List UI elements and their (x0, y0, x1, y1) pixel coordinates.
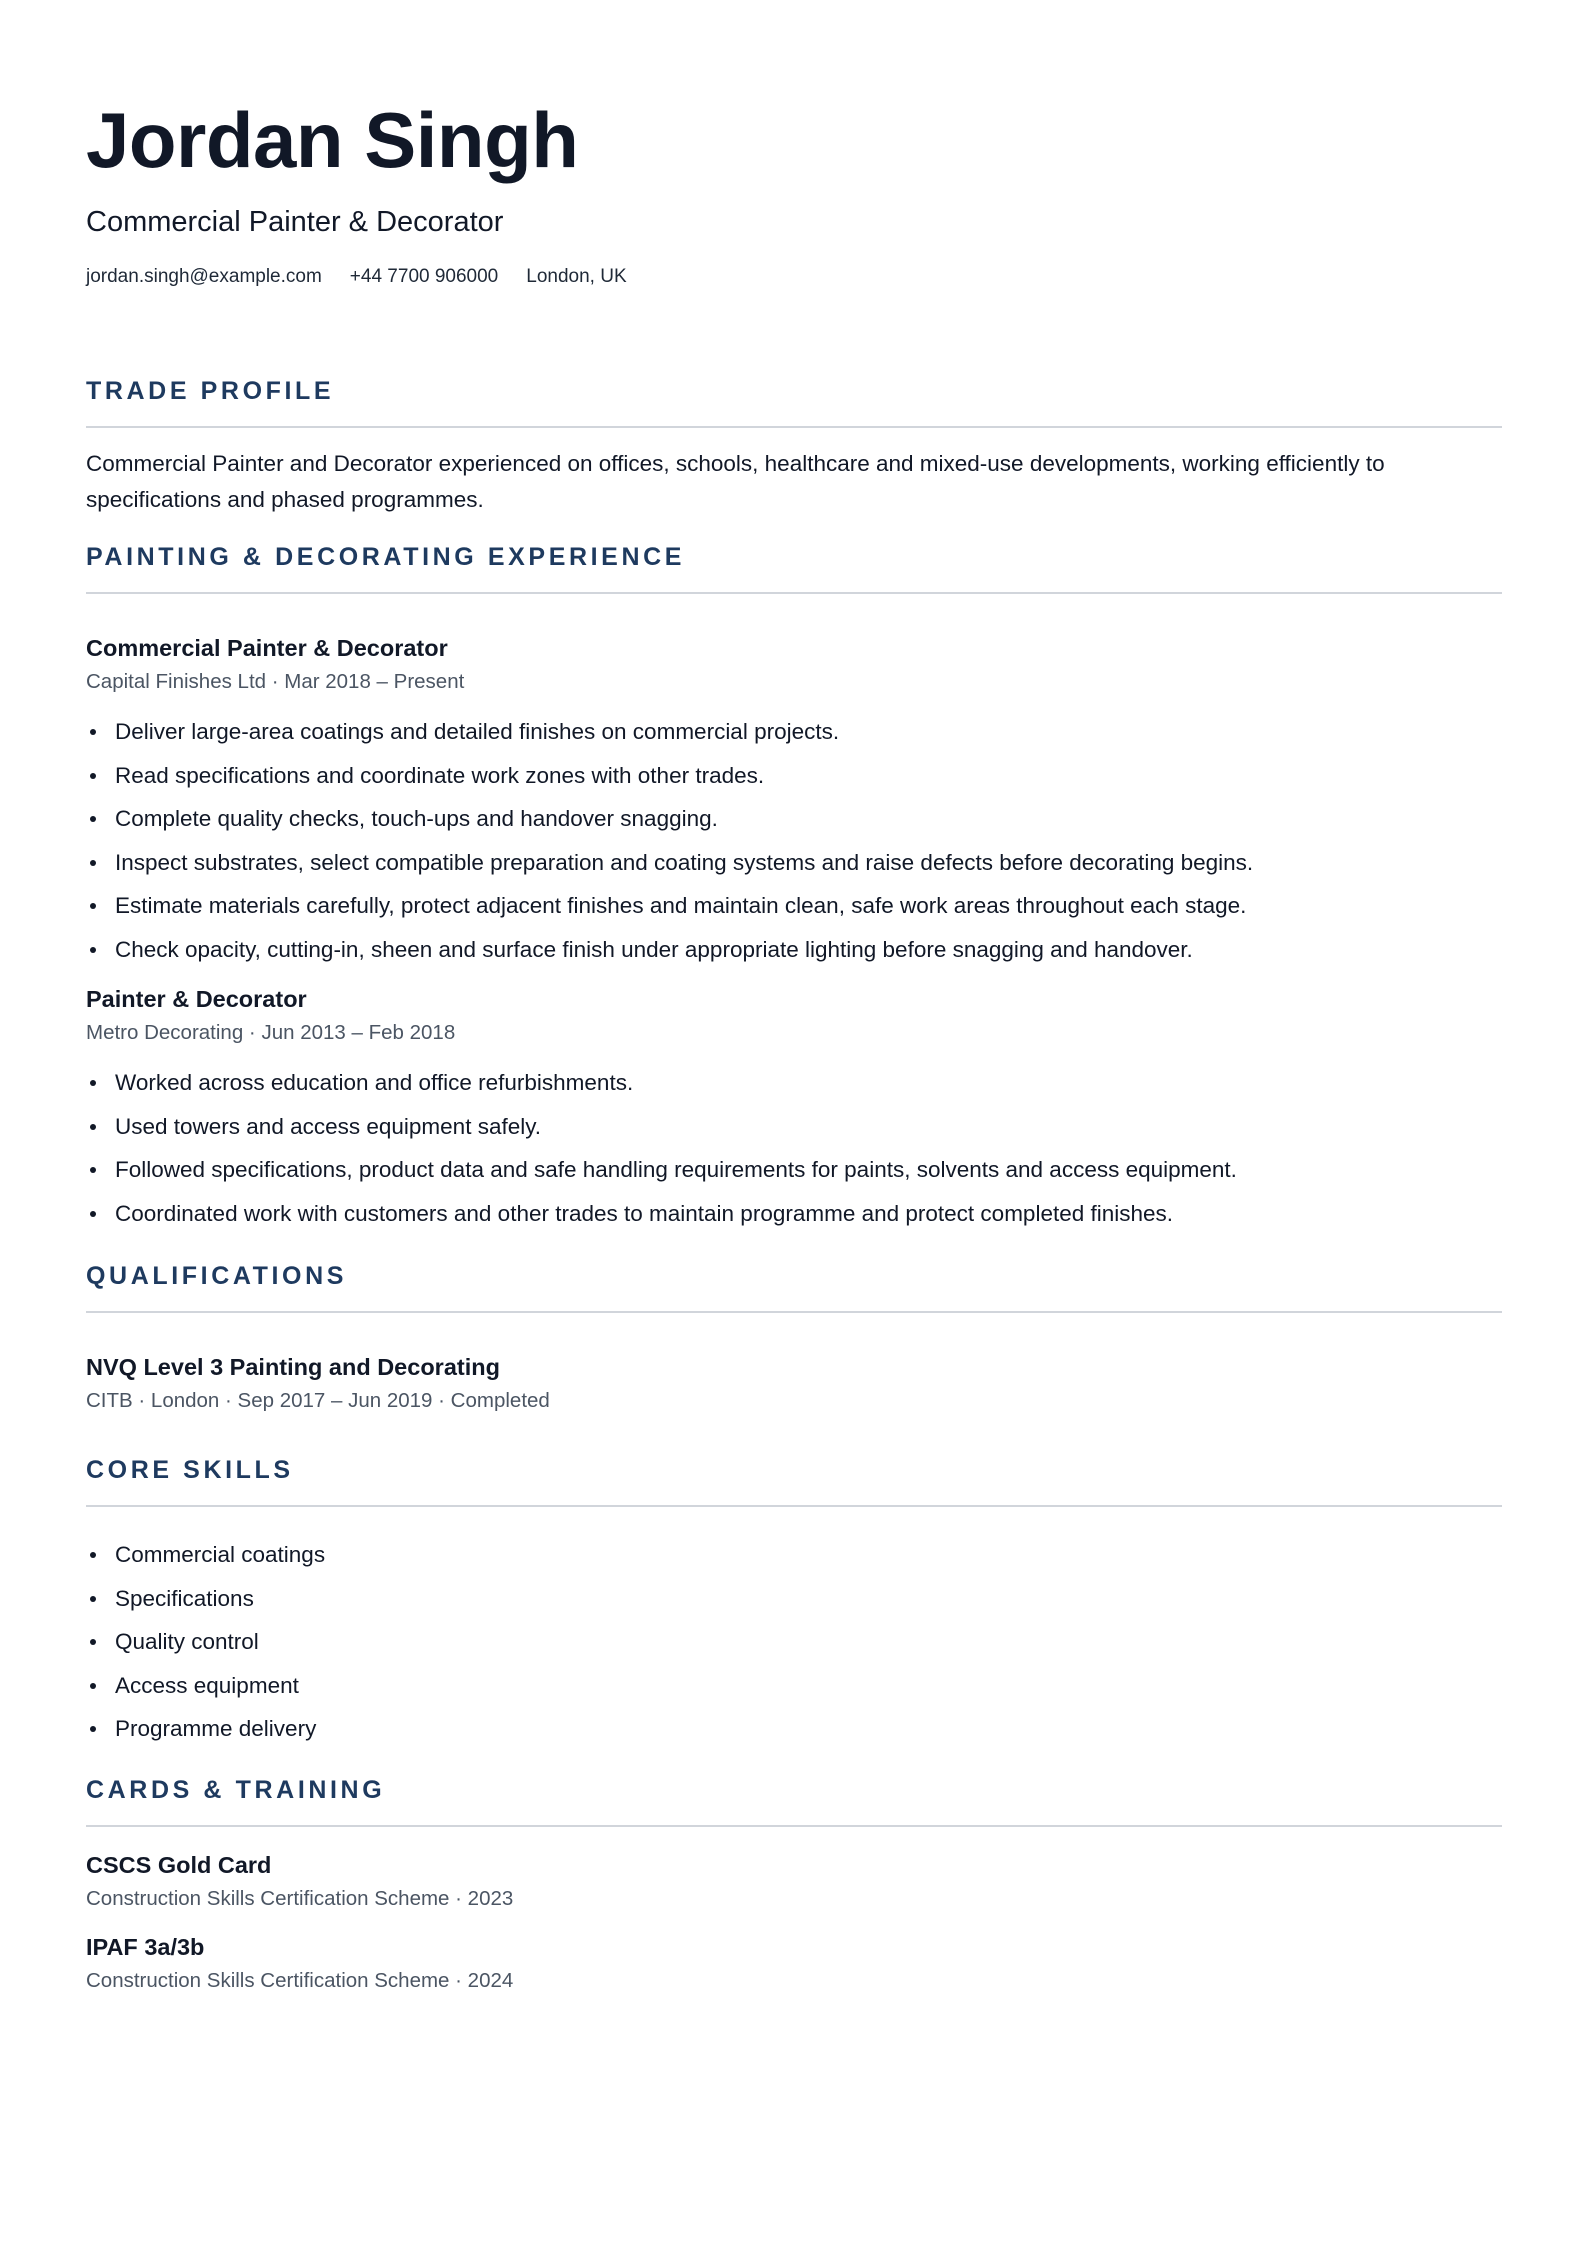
section-heading: QUALIFICATIONS (86, 1262, 348, 1290)
card-title: IPAF 3a/3b (86, 1933, 205, 1960)
job-title: Painter & Decorator (86, 986, 307, 1012)
skills-list (86, 1533, 1502, 1751)
card-meta: Construction Skills Certification Scheme · 2023 (86, 1886, 514, 1910)
section-heading: PAINTING & DECORATING EXPERIENCE (86, 543, 686, 571)
contact-row (86, 264, 1502, 290)
list-item: Read specifications and coordinate work zones with other trades. (115, 754, 1502, 798)
contact-location: London, UK (526, 266, 627, 287)
candidate-title: Commercial Painter & Decorator (86, 206, 504, 238)
job-bullets (86, 710, 1502, 971)
section-heading: TRADE PROFILE (86, 377, 335, 405)
section-divider (86, 426, 1502, 428)
list-item: Worked across education and office refurbishments. (115, 1061, 1502, 1105)
section-core-skills (86, 1453, 1502, 1751)
list-item: Commercial coatings (115, 1533, 1502, 1577)
list-item: Complete quality checks, touch-ups and handover snagging. (115, 797, 1502, 841)
contact-email[interactable]: jordan.singh@example.com (86, 266, 322, 287)
card-title: CSCS Gold Card (86, 1851, 272, 1878)
list-item: Deliver large-area coatings and detailed finishes on commercial projects. (115, 710, 1502, 754)
resume-header (86, 0, 1502, 290)
contact-phone[interactable]: +44 7700 906000 (349, 266, 499, 287)
section-divider (86, 1505, 1502, 1507)
section-divider (86, 592, 1502, 594)
section-qualifications (86, 1259, 1502, 1415)
candidate-name: Jordan Singh (86, 96, 579, 184)
section-cards-training (86, 1773, 1502, 1995)
job-entry (86, 632, 1502, 971)
job-title: Commercial Painter & Decorator (86, 635, 448, 661)
profile-summary: Commercial Painter and Decorator experienced on offices, schools, healthcare and mixed-use developments, working efficiently to specifications and phased programmes. (86, 451, 1385, 512)
job-meta: Metro Decorating · Jun 2013 – Feb 2018 (86, 1021, 456, 1044)
job-bullets (86, 1061, 1502, 1235)
section-divider (86, 1825, 1502, 1827)
section-heading: CORE SKILLS (86, 1456, 294, 1484)
section-divider (86, 1311, 1502, 1313)
list-item: Inspect substrates, select compatible preparation and coating systems and raise defects before decorating begins. (115, 841, 1502, 885)
card-entry (86, 1849, 1502, 1913)
section-heading: CARDS & TRAINING (86, 1775, 386, 1804)
job-entry (86, 983, 1502, 1235)
list-item: Coordinated work with customers and other trades to maintain programme and protect completed finishes. (115, 1192, 1502, 1236)
list-item: Estimate materials carefully, protect adjacent finishes and maintain clean, safe work areas throughout each stage. (115, 884, 1502, 928)
list-item: Programme delivery (115, 1707, 1502, 1751)
list-item: Followed specifications, product data and safe handling requirements for paints, solvents and access equipment. (115, 1148, 1502, 1192)
card-meta: Construction Skills Certification Scheme · 2024 (86, 1968, 514, 1992)
list-item: Access equipment (115, 1664, 1502, 1708)
list-item: Quality control (115, 1620, 1502, 1664)
job-meta: Capital Finishes Ltd · Mar 2018 – Present (86, 670, 465, 693)
section-trade-profile (86, 374, 1502, 518)
card-entry (86, 1931, 1502, 1995)
qualification-entry (86, 1351, 1502, 1415)
list-item: Specifications (115, 1577, 1502, 1621)
qualification-meta: CITB · London · Sep 2017 – Jun 2019 · Completed (86, 1389, 550, 1412)
section-experience (86, 540, 1502, 1235)
list-item: Check opacity, cutting-in, sheen and surface finish under appropriate lighting before snagging and handover. (115, 928, 1502, 972)
qualification-title: NVQ Level 3 Painting and Decorating (86, 1354, 500, 1380)
list-item: Used towers and access equipment safely. (115, 1105, 1502, 1149)
